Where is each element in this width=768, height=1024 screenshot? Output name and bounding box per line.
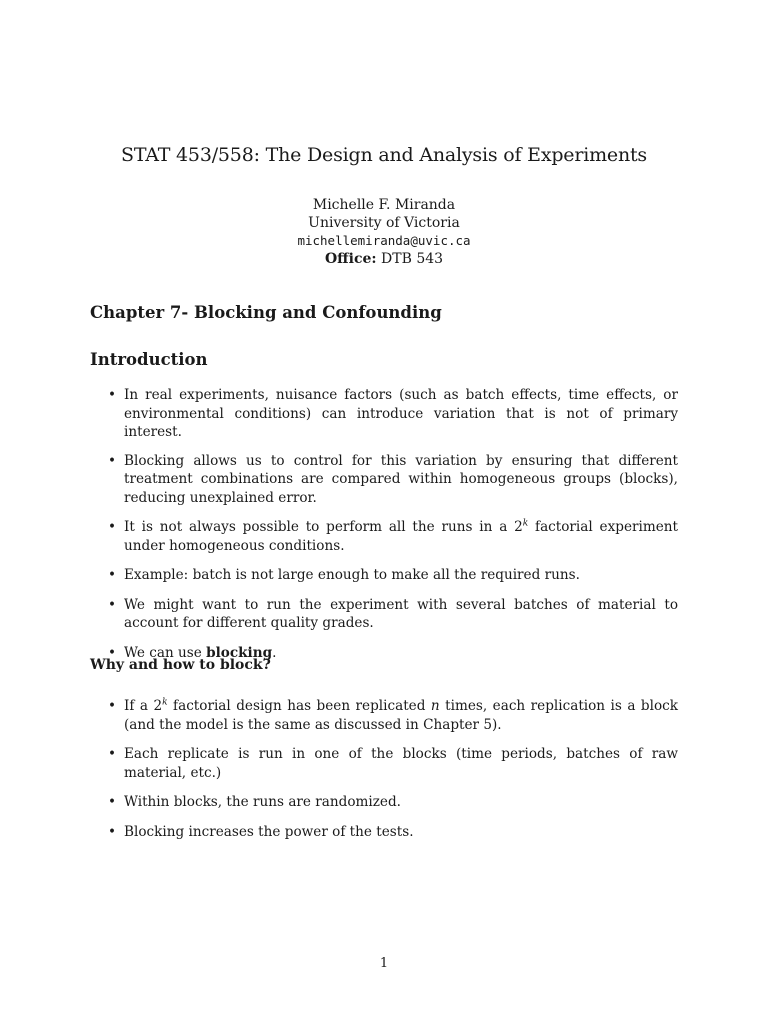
office-label: Office: [324, 251, 377, 267]
author-block [0, 196, 768, 268]
list-item-text: We might want to run the experiment with several batches of material to account for different quality grades. [124, 596, 678, 631]
author-name: Michelle F. Miranda [312, 197, 456, 213]
affiliation: University of Victoria [308, 215, 460, 231]
document-title: STAT 453/558: The Design and Analysis of Experiments [121, 144, 647, 166]
exponent-k: k [522, 518, 529, 529]
bullet-icon: • [108, 452, 117, 469]
exponent-k: k [162, 697, 168, 708]
list-item-text-pre: We can use [124, 644, 207, 661]
list-item [108, 745, 678, 782]
list-item [108, 452, 678, 508]
list-item-text-post: factorial experiment under homogeneous conditions. [124, 519, 678, 554]
list-item-text-post: . [272, 644, 277, 661]
bullet-icon: • [108, 519, 117, 535]
list-item-text-mid: factorial design has been replicated [167, 698, 431, 714]
bullet-icon: • [108, 746, 117, 762]
list-item-text: In real experiments, nuisance factors (such as batch effects, time effects, or environmental conditions) can introduce variation that is not of primary interest. [124, 387, 678, 440]
list-item [108, 697, 678, 734]
list-item-text: Within blocks, the runs are randomized. [124, 794, 401, 810]
list-item-text: Example: batch is not large enough to make all the required runs. [124, 567, 580, 583]
list-item-text: Blocking allows us to control for this variation by ensuring that different treatment combinations are compared within homogeneous groups (blocks), reducing unexplained error. [124, 452, 678, 506]
introduction-heading: Introduction [90, 350, 208, 369]
emphasis-blocking: blocking [206, 644, 273, 661]
bullet-icon: • [108, 823, 117, 840]
office-line [0, 250, 768, 268]
list-item-text-pre: If a 2 [124, 698, 163, 714]
page-number: 1 [379, 956, 389, 971]
list-item-text: Each replicate is run in one of the blocks (time periods, batches of raw material, etc.) [124, 746, 678, 781]
why-block-heading: Why and how to block? [90, 657, 271, 673]
bullet-icon: • [108, 644, 117, 661]
why-block-list [108, 697, 678, 841]
list-item [108, 518, 678, 555]
list-item-text-pre: It is not always possible to perform all the runs in a 2 [124, 519, 523, 535]
chapter-heading: Chapter 7- Blocking and Confounding [90, 303, 442, 322]
list-item [108, 793, 678, 812]
list-item [108, 596, 678, 633]
variable-n: n [430, 698, 440, 714]
bullet-icon: • [108, 698, 117, 714]
office-value: DTB 543 [381, 251, 444, 267]
bullet-icon: • [108, 387, 117, 403]
list-item [108, 386, 678, 442]
bullet-icon: • [108, 596, 117, 613]
list-item-text-post: times, each replication is a block (and the model is the same as discussed in Chapter 5). [124, 698, 679, 733]
list-item-text: Blocking increases the power of the tests. [124, 823, 414, 840]
bullet-icon: • [108, 567, 117, 583]
email-address: michellemiranda@uvic.ca [297, 233, 471, 248]
introduction-list [108, 386, 678, 662]
list-item [108, 566, 678, 585]
bullet-icon: • [108, 794, 117, 810]
list-item [108, 823, 678, 842]
